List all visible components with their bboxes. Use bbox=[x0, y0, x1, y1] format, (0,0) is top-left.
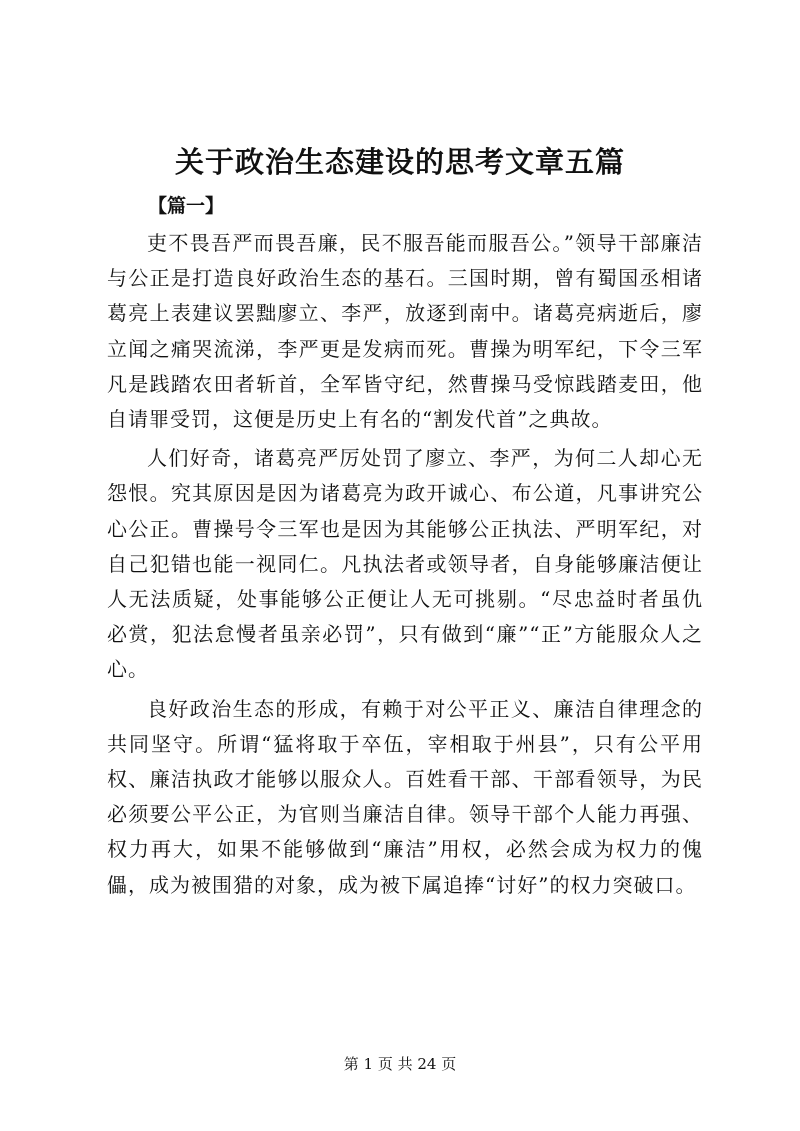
paragraph: 人们好奇，诸葛亮严厉处罚了廖立、李严，为何二人却心无怨恨。究其原因是因为诸葛亮为政开诚心、布公道，凡事讲究公心公正。曹操号令三军也是因为其能够公正执法、严明军纪，对自己犯错也能一视同仁。凡执法者或领导者，自身能够廉洁便让人无法质疑，处事能够公正便让人无可挑剔。“尽忠益时者虽仇必赏，犯法怠慢者虽亲必罚”，只有做到“廉”“正”方能服众人之心。 bbox=[107, 446, 703, 682]
page-footer: 第 1 页 共 24 页 bbox=[343, 1055, 457, 1073]
section-label: 【篇一】 bbox=[148, 195, 225, 217]
paragraph: 吏不畏吾严而畏吾廉，民不服吾能而服吾公。”领导干部廉洁与公正是打造良好政治生态的基石。三国时期，曾有蜀国丞相诸葛亮上表建议罢黜廖立、李严，放逐到南中。诸葛亮病逝后，廖立闻之痛哭流涕，李严更是发病而死。曹操为明军纪，下令三军凡是践踏农田者斩首，全军皆守纪，然曹操马受惊践踏麦田，他自请罪受罚，这便是历史上有名的“割发代首”之典故。 bbox=[107, 231, 703, 432]
body-text bbox=[107, 226, 703, 907]
page-title: 关于政治生态建设的思考文章五篇 bbox=[174, 145, 625, 179]
paragraph: 良好政治生态的形成，有赖于对公平正义、廉洁自律理念的共同坚守。所谓“猛将取于卒伍，宰相取于州县”，只有公平用权、廉洁执政才能够以服众人。百姓看干部、干部看领导，为民必须要公平公正，为官则当廉洁自律。领导干部个人能力再强、权力再大，如果不能够做到“廉洁”用权，必然会成为权力的傀儡，成为被围猎的对象，成为被下属追捧“讨好”的权力突破口。 bbox=[107, 696, 703, 897]
